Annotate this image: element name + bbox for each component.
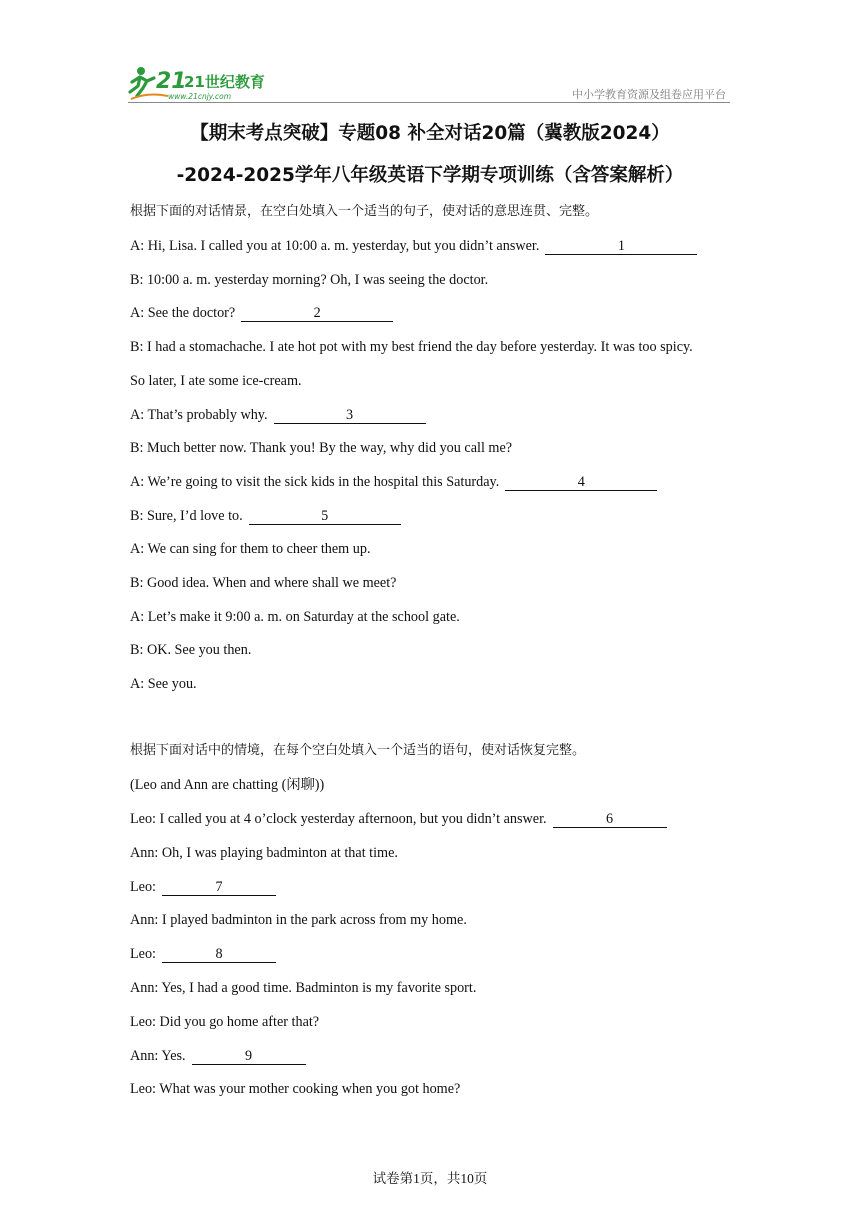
platform-label: 中小学教育资源及组卷应用平台 bbox=[572, 88, 726, 101]
dialogue-line bbox=[130, 574, 396, 592]
dialogue-line bbox=[130, 810, 667, 828]
answer-blank[interactable]: 3 bbox=[274, 408, 426, 424]
dialogue-line bbox=[130, 1013, 319, 1031]
document-title-line2: -2024-2025学年八年级英语下学期专项训练（含答案解析） bbox=[176, 165, 684, 186]
dialogue-text: A: We can sing for them to cheer them up. bbox=[130, 541, 371, 558]
dialogue-line bbox=[130, 271, 488, 289]
dialogue-line bbox=[130, 844, 398, 862]
dialogue-text: A: Hi, Lisa. I called you at 10:00 a. m. yesterday, but you didn’t answer. bbox=[130, 238, 540, 254]
dialogue-text: B: Sure, I’d love to. bbox=[130, 507, 243, 524]
dialogue-line bbox=[130, 945, 276, 963]
dialogue-line bbox=[130, 540, 371, 558]
answer-blank[interactable]: 1 bbox=[545, 239, 697, 255]
dialogue-line bbox=[130, 237, 697, 255]
dialogue-line bbox=[130, 641, 251, 659]
dialogue-text: A: See you. bbox=[130, 676, 197, 693]
document-title-line1: 【期末考点突破】专题08 补全对话20篇（冀教版2024） bbox=[190, 123, 670, 144]
dialogue-text: A: Let’s make it 9:00 a. m. on Saturday at the school gate. bbox=[130, 608, 460, 625]
section2-instruction: 根据下面对话中的情境，在每个空白处填入一个适当的语句，使对话恢复完整。 bbox=[130, 743, 586, 758]
answer-blank[interactable]: 6 bbox=[553, 812, 667, 828]
dialogue-text: Ann: Yes, I had a good time. Badminton is my favorite sport. bbox=[130, 980, 477, 996]
dialogue-text: B: 10:00 a. m. yesterday morning? Oh, I was seeing the doctor. bbox=[130, 271, 489, 288]
dialogue-text: A: See the doctor? bbox=[130, 305, 236, 322]
section2-context: (Leo and Ann are chatting (闲聊)) bbox=[130, 777, 325, 793]
header-divider bbox=[128, 102, 730, 103]
dialogue-line bbox=[130, 608, 460, 626]
answer-blank[interactable]: 2 bbox=[241, 306, 393, 322]
dialogue-text: B: I had a stomachache. I ate hot pot with my best friend the day before yesterday. It was too spicy. bbox=[130, 339, 693, 356]
page-footer: 试卷第1页，共10页 bbox=[372, 1171, 488, 1186]
dialogue-text: So later, I ate some ice-cream. bbox=[130, 372, 302, 389]
dialogue-text: B: OK. See you then. bbox=[130, 642, 252, 659]
dialogue-line bbox=[130, 439, 512, 457]
dialogue-text: A: We’re going to visit the sick kids in the hospital this Saturday. bbox=[130, 473, 500, 490]
dialogue-line bbox=[130, 304, 393, 322]
dialogue-line bbox=[130, 979, 476, 997]
dialogue-text: Leo: What was your mother cooking when you got home? bbox=[130, 1081, 461, 1098]
page-header bbox=[128, 62, 730, 104]
answer-blank[interactable]: 5 bbox=[249, 509, 401, 525]
dialogue-text: Leo: I called you at 4 o’clock yesterday afternoon, but you didn’t answer. bbox=[130, 811, 547, 827]
dialogue-line bbox=[130, 338, 693, 356]
svg-text:21: 21 bbox=[156, 69, 187, 94]
dialogue-text: Leo: Did you go home after that? bbox=[130, 1013, 320, 1030]
svg-text:21世纪教育: 21世纪教育 bbox=[184, 73, 265, 91]
dialogue-text: A: That’s probably why. bbox=[130, 406, 268, 423]
dialogue-text: Ann: I played badminton in the park across from my home. bbox=[130, 912, 467, 929]
dialogue-line bbox=[130, 1080, 460, 1098]
svg-text:www.21cnjy.com: www.21cnjy.com bbox=[168, 92, 232, 101]
dialogue-text: Leo: bbox=[130, 946, 156, 963]
dialogue-text: Ann: Oh, I was playing badminton at that time. bbox=[130, 844, 398, 861]
answer-blank[interactable]: 9 bbox=[192, 1049, 306, 1065]
dialogue-line bbox=[130, 507, 401, 525]
dialogue-line bbox=[130, 675, 197, 693]
dialogue-line bbox=[130, 473, 657, 491]
dialogue-line bbox=[130, 878, 276, 896]
section1-instruction: 根据下面的对话情景，在空白处填入一个适当的句子，使对话的意思连贯、完整。 bbox=[130, 204, 599, 219]
answer-blank[interactable]: 7 bbox=[162, 880, 276, 896]
answer-blank[interactable]: 4 bbox=[505, 475, 657, 491]
dialogue-text: Leo: bbox=[130, 878, 156, 895]
dialogue-line bbox=[130, 372, 302, 390]
dialogue-text: Ann: Yes. bbox=[130, 1047, 186, 1064]
dialogue-line bbox=[130, 1047, 306, 1065]
dialogue-text: B: Much better now. Thank you! By the way, why did you call me? bbox=[130, 440, 513, 457]
dialogue-line bbox=[130, 911, 467, 929]
dialogue-line bbox=[130, 406, 426, 424]
21cnjy-logo bbox=[128, 66, 268, 102]
answer-blank[interactable]: 8 bbox=[162, 947, 276, 963]
dialogue-text: B: Good idea. When and where shall we meet? bbox=[130, 575, 397, 591]
